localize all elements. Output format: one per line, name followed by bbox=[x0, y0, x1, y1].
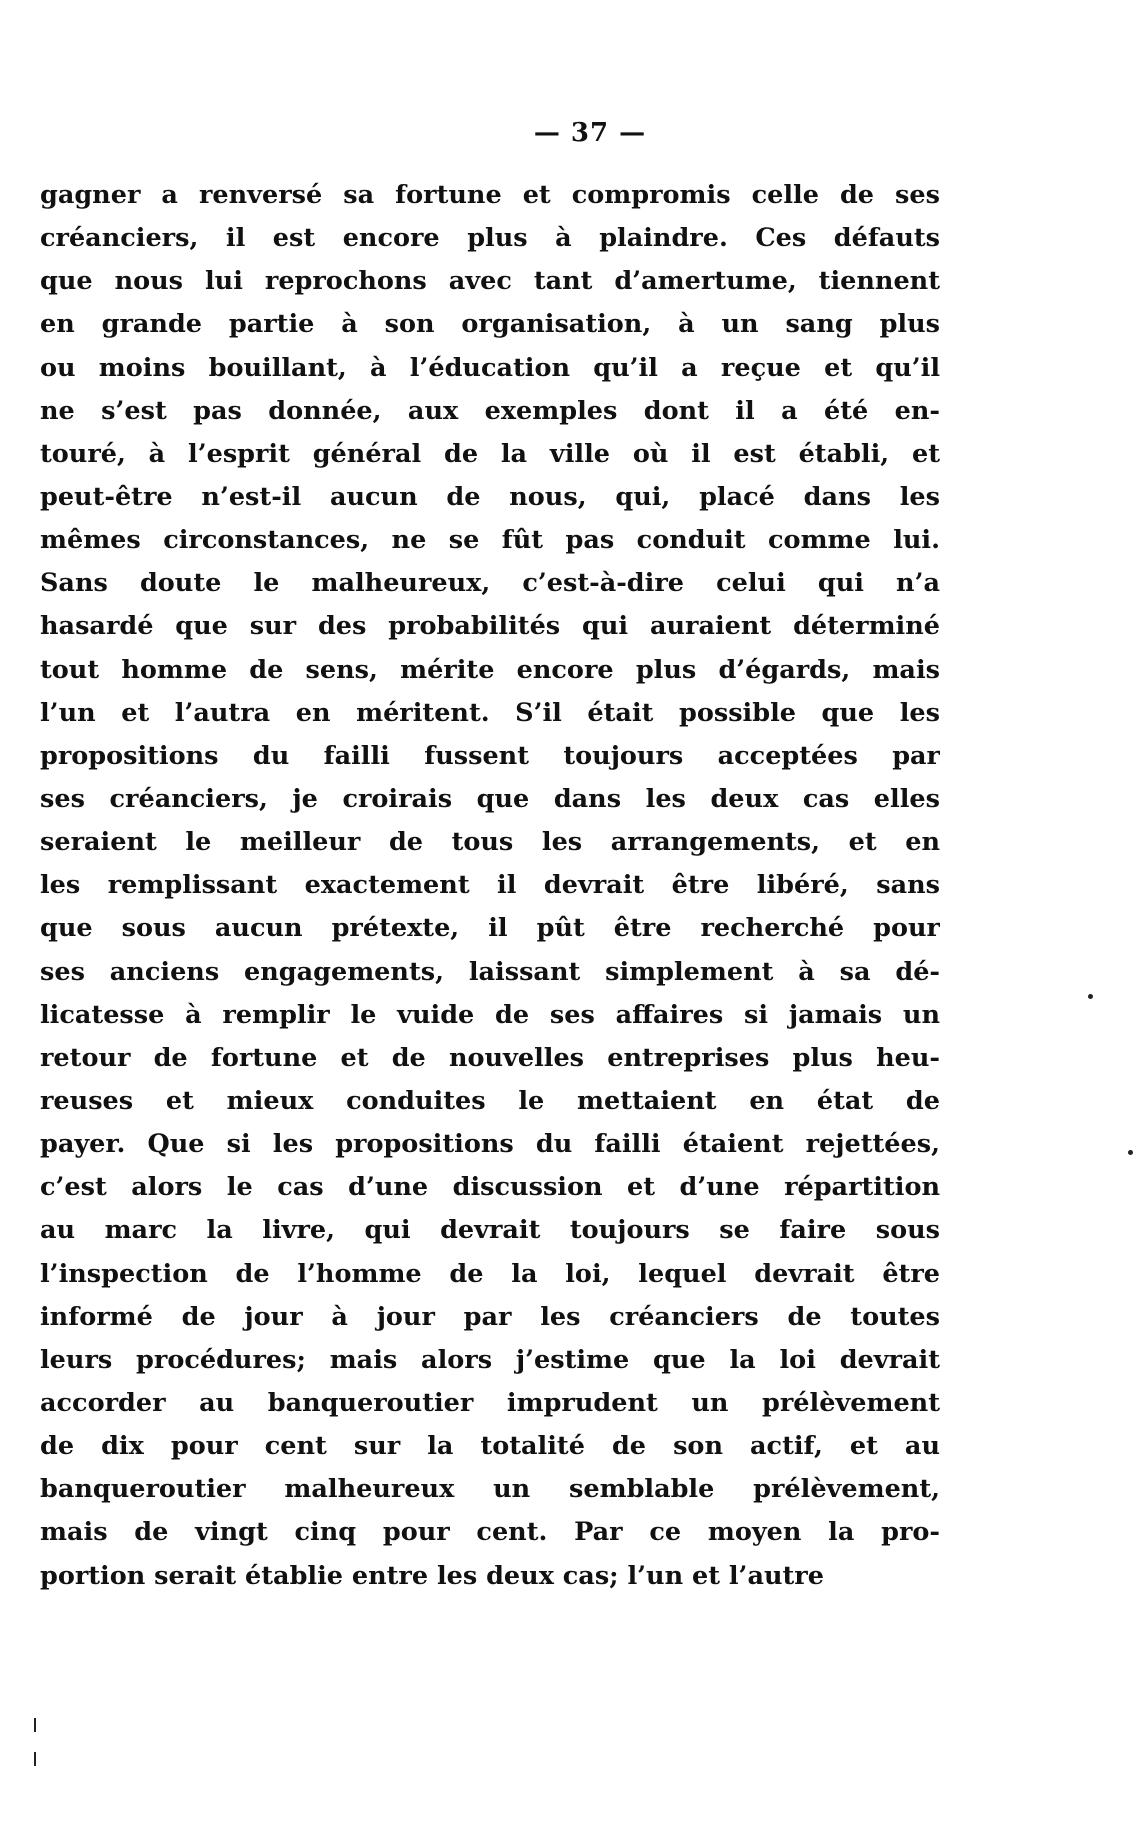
text-line: peut-être n’est-il aucun de nous, qui, placé dans les bbox=[40, 481, 940, 512]
text-line: tout homme de sens, mérite encore plus d’égards, mais bbox=[40, 654, 940, 685]
text-line: mêmes circonstances, ne se fût pas conduit comme lui. bbox=[40, 525, 940, 556]
text-line: leurs procédures; mais alors j’estime que la loi devrait bbox=[40, 1344, 940, 1375]
text-line: au marc la livre, qui devrait toujours se faire sous bbox=[40, 1215, 940, 1246]
scan-speck bbox=[1128, 1150, 1133, 1155]
text-line: propositions du failli fussent toujours acceptées par bbox=[40, 740, 940, 771]
text-line: informé de jour à jour par les créanciers de toutes bbox=[40, 1301, 940, 1332]
text-line: accorder au banqueroutier imprudent un prélèvement bbox=[40, 1387, 940, 1418]
text-line: payer. Que si les propositions du failli étaient rejettées, bbox=[40, 1129, 940, 1160]
text-line: créanciers, il est encore plus à plaindre. Ces défauts bbox=[40, 223, 940, 254]
scan-speck bbox=[1088, 994, 1093, 999]
text-line: les remplissant exactement il devrait être libéré, sans bbox=[40, 870, 940, 901]
text-line: de dix pour cent sur la totalité de son actif, et au bbox=[40, 1431, 940, 1462]
text-line: mais de vingt cinq pour cent. Par ce moyen la pro- bbox=[40, 1517, 940, 1548]
text-line: l’inspection de l’homme de la loi, lequel devrait être bbox=[40, 1258, 940, 1289]
text-line: portion serait établie entre les deux cas; l’un et l’autre bbox=[40, 1560, 824, 1591]
text-line: seraient le meilleur de tous les arrangements, et en bbox=[40, 827, 940, 858]
text-line: c’est alors le cas d’une discussion et d’une répartition bbox=[40, 1172, 940, 1203]
scan-speck bbox=[34, 1718, 36, 1732]
text-line: en grande partie à son organisation, à un sang plus bbox=[40, 309, 940, 340]
text-line: que sous aucun prétexte, il pût être recherché pour bbox=[40, 913, 940, 944]
text-line: touré, à l’esprit général de la ville où il est établi, et bbox=[40, 438, 940, 469]
text-line: hasardé que sur des probabilités qui auraient déterminé bbox=[40, 611, 940, 642]
text-line: licatesse à remplir le vuide de ses affaires si jamais un bbox=[40, 999, 940, 1030]
text-line: l’un et l’autra en méritent. S’il était possible que les bbox=[40, 697, 940, 728]
text-line: ou moins bouillant, à l’éducation qu’il a reçue et qu’il bbox=[40, 352, 940, 383]
text-line: que nous lui reprochons avec tant d’amertume, tiennent bbox=[40, 266, 940, 297]
text-line: retour de fortune et de nouvelles entreprises plus heu- bbox=[40, 1042, 940, 1073]
text-line: Sans doute le malheureux, c’est-à-dire celui qui n’a bbox=[40, 568, 940, 599]
text-line: ne s’est pas donnée, aux exemples dont il a été en- bbox=[40, 395, 940, 426]
page-number: — 37 — bbox=[533, 118, 647, 148]
text-line: ses anciens engagements, laissant simplement à sa dé- bbox=[40, 956, 940, 987]
body-text bbox=[40, 174, 940, 1598]
text-line: ses créanciers, je croirais que dans les deux cas elles bbox=[40, 783, 940, 814]
text-line: banqueroutier malheureux un semblable prélèvement, bbox=[40, 1474, 940, 1505]
scan-speck bbox=[34, 1752, 36, 1766]
text-line: reuses et mieux conduites le mettaient en état de bbox=[40, 1085, 940, 1116]
text-line: gagner a renversé sa fortune et compromis celle de ses bbox=[40, 180, 940, 210]
